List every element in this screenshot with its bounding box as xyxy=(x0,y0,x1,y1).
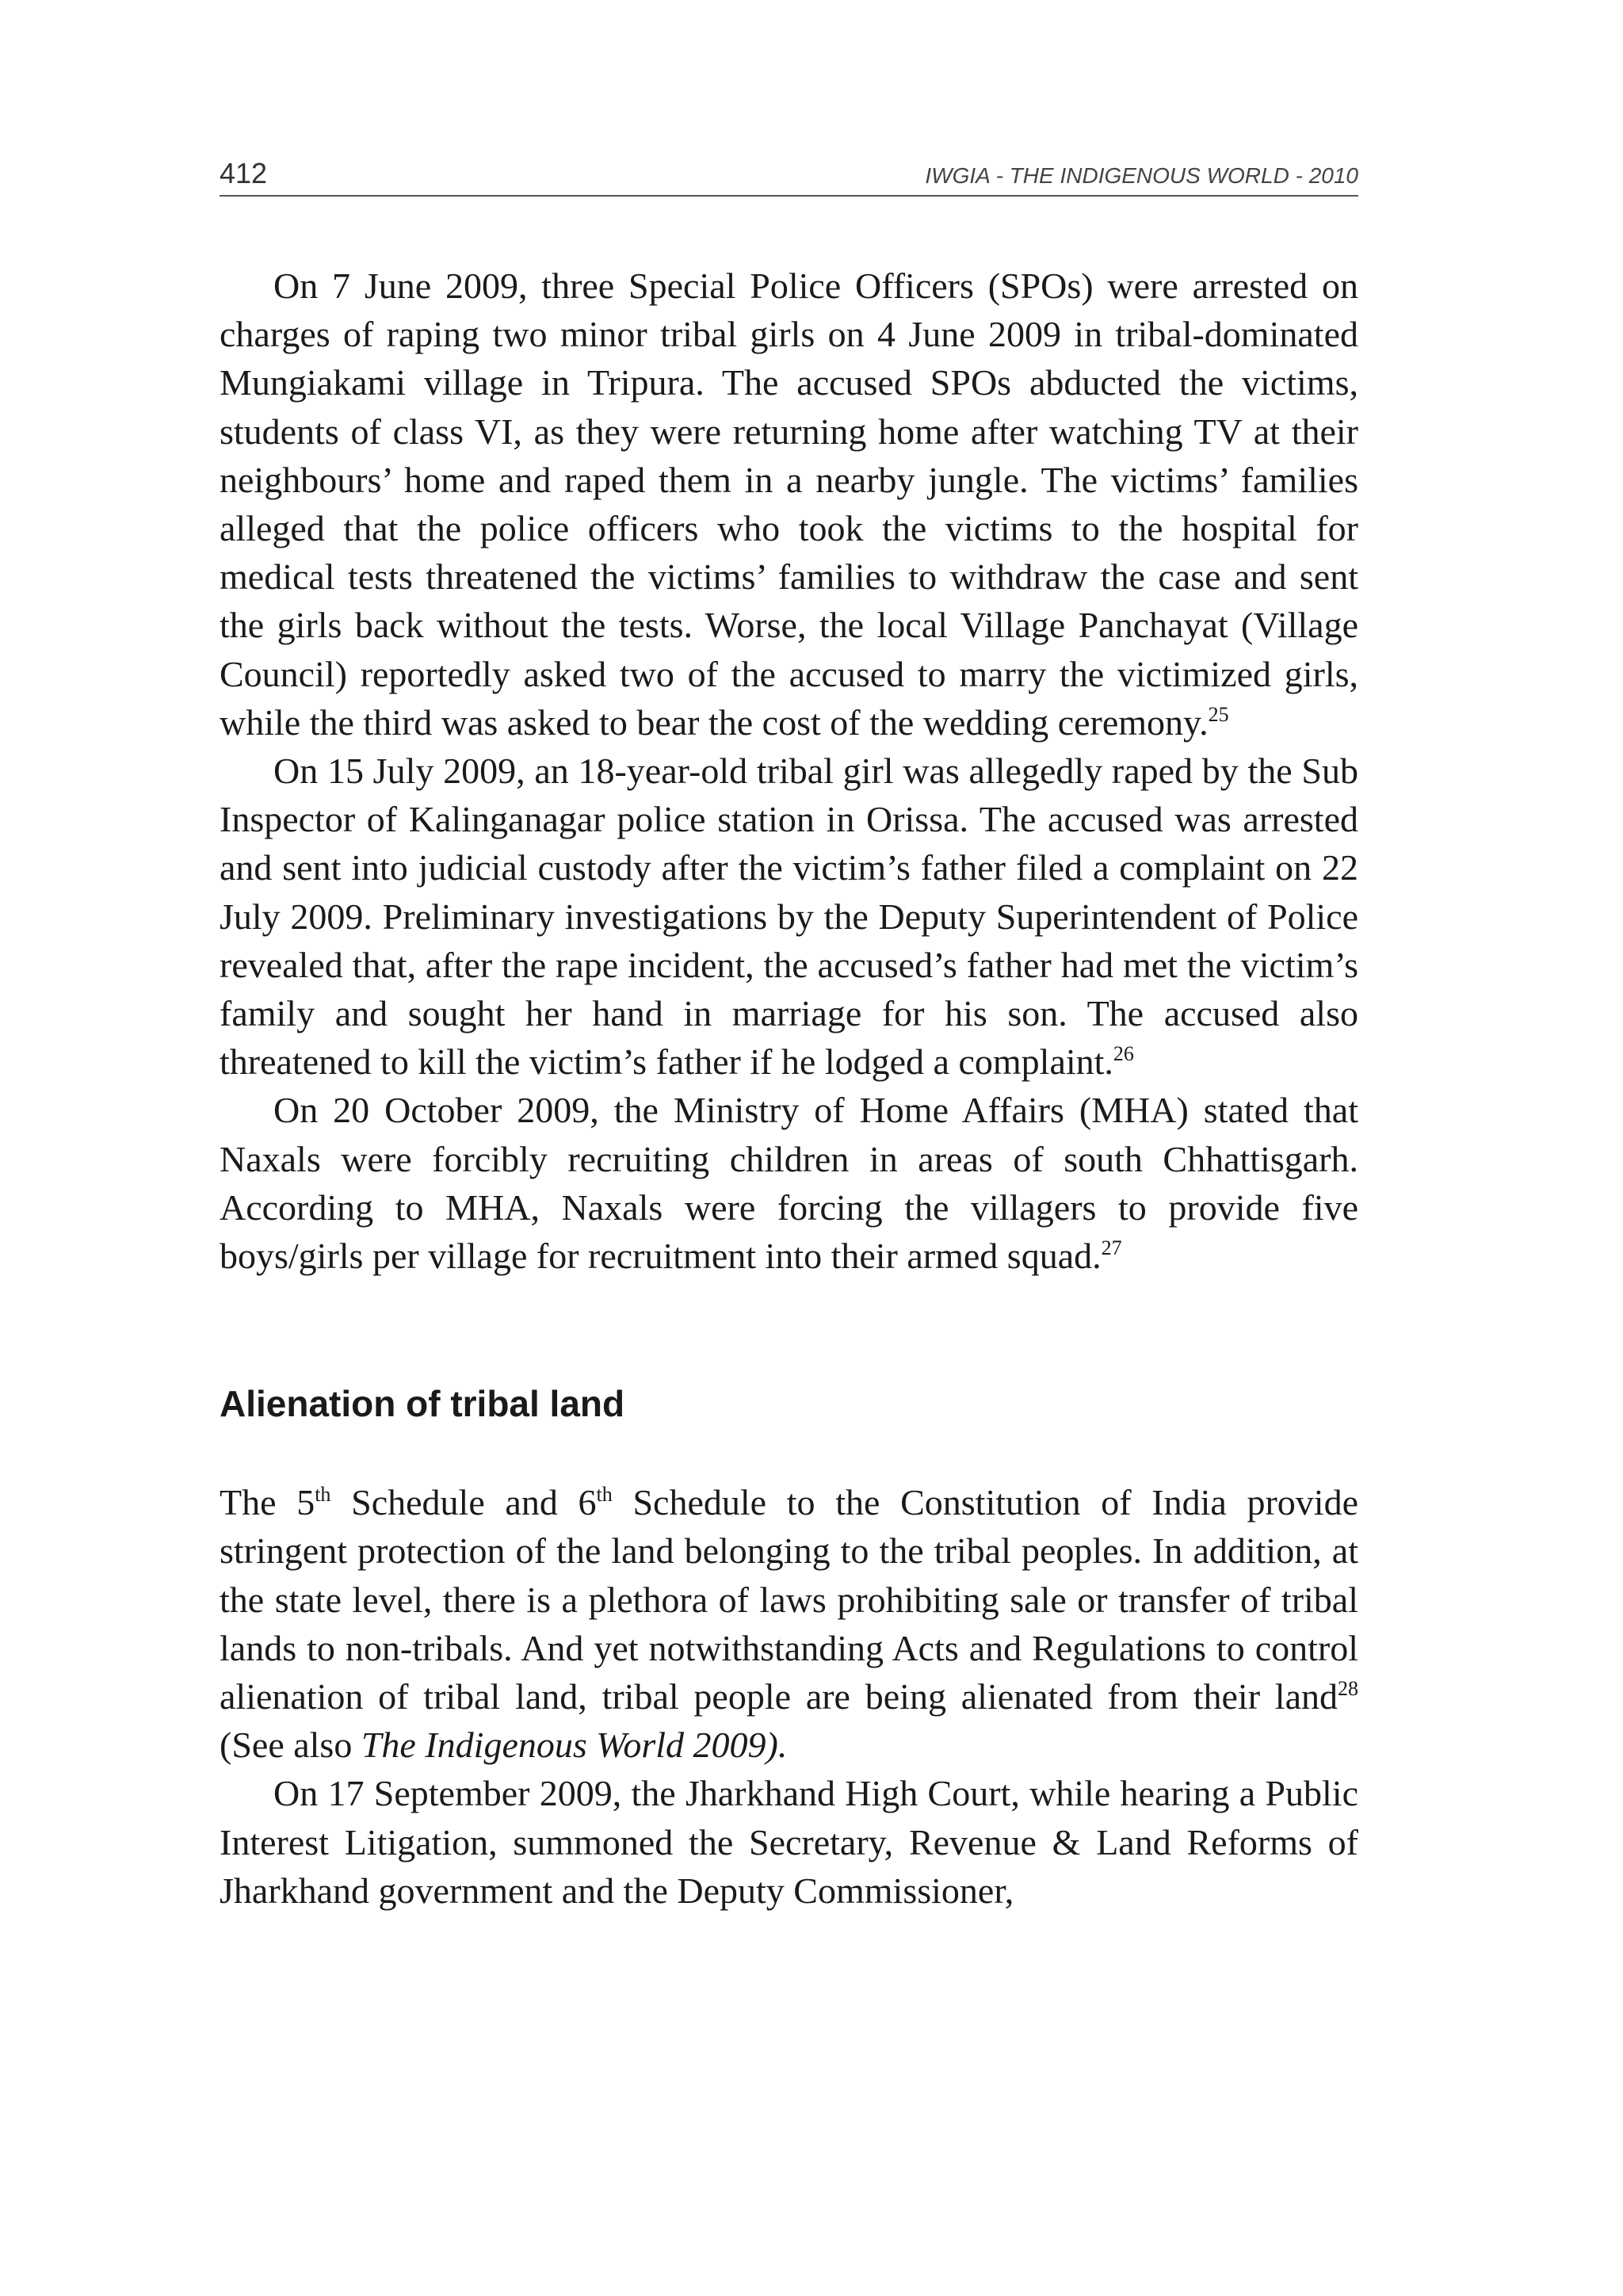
section-heading: Alienation of tribal land xyxy=(220,1383,625,1425)
paragraph-spo-arrests xyxy=(220,262,1358,747)
footnote-ref-27[interactable]: 27 xyxy=(1101,1236,1122,1260)
footnote-ref-25[interactable]: 25 xyxy=(1208,702,1229,726)
paragraph-text: On 7 June 2009, three Special Police Officers (SPOs) were arrested on charges of raping two minor tribal girls on 4 June 2009 in tribal-dominated Mungiakami village in Tripura. The accused SPOs abducted the victims, students of class VI, as they were returning home after watching TV at their neighbours’ home and raped them in a nearby jungle. The victims’ families alleged that the police officers who took the victims to the hospital for medical tests threatened the victims’ families to withdraw the case and sent the girls back without the tests. Worse, the local Village Panchayat (Village Council) reportedly asked two of the accused to marry the victimized girls, while the third was asked to bear the cost of the wedding ceremony. xyxy=(220,266,1358,743)
page-number: 412 xyxy=(220,157,268,189)
ordinal-suffix: th xyxy=(596,1483,613,1507)
page-body xyxy=(220,262,1358,1915)
paragraph-text: On 15 July 2009, an 18-year-old tribal girl was allegedly raped by the Sub Inspector of Kalinganagar police station in Orissa. The accused was arrested and sent into judicial custody after the victim’s father filed a complaint on 22 July 2009. Preliminary investigations by the Deputy Superintendent of Police revealed that, after the rape incident, the accused’s father had met the victim’s family and sought her hand in marriage for his son. The accused also threatened to kill the victim’s father if he lodged a complaint. xyxy=(220,751,1358,1083)
paragraph-naxal-recruitment xyxy=(220,1086,1358,1280)
footnote-ref-28[interactable]: 28 xyxy=(1338,1677,1358,1701)
paragraph-text: On 20 October 2009, the Ministry of Home Affairs (MHA) stated that Naxals were forcibly recruiting children in areas of south Chhattisgarh. According to MHA, Naxals were forcing the villagers to provide five boys/girls per village for recruitment into their armed squad. xyxy=(220,1090,1358,1277)
paragraph-text: On 17 September 2009, the Jharkhand High Court, while hearing a Public Interest Litigation, summoned the Secretary, Revenue & Land Reforms of Jharkhand government and the Deputy Commissioner, xyxy=(220,1773,1358,1911)
paragraph-schedules xyxy=(220,1478,1358,1769)
paragraph-text: Schedule and 6 xyxy=(330,1482,597,1523)
paragraph-text: Schedule to the Constitution of India provide stringent protection of the land belonging to the tribal peoples. In addition, at the state level, there is a plethora of laws prohibiting sale or transfer of tribal lands to non-tribals. And yet notwithstanding Acts and Regulations to control alienation of tribal land, tribal people are being alienated from their land xyxy=(220,1482,1358,1717)
paragraph-text: The 5 xyxy=(220,1482,315,1523)
footnote-ref-26[interactable]: 26 xyxy=(1113,1042,1134,1066)
book-title-reference: The Indigenous World 2009). xyxy=(361,1725,788,1766)
page-header xyxy=(220,151,1358,197)
paragraph-jharkhand-court xyxy=(220,1769,1358,1915)
ordinal-suffix: th xyxy=(315,1483,331,1507)
paragraph-kalinganagar xyxy=(220,747,1358,1086)
paragraph-text: (See also xyxy=(220,1725,361,1766)
running-title: IWGIA - THE INDIGENOUS WORLD - 2010 xyxy=(925,163,1358,188)
